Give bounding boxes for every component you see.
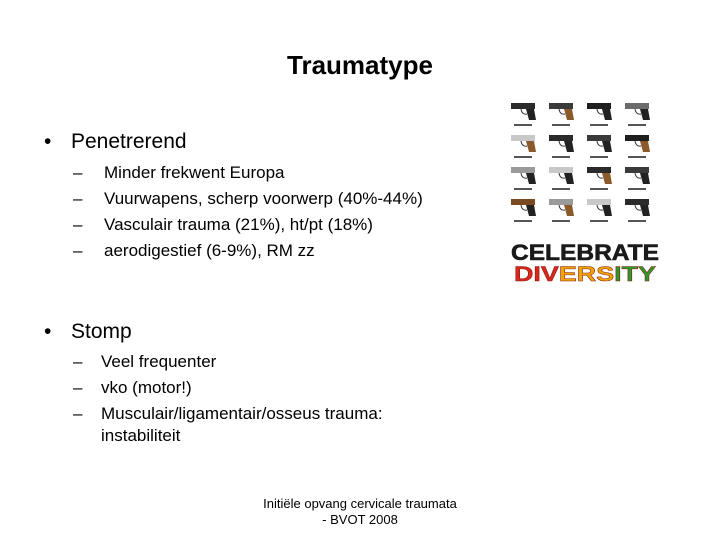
handgun-icon bbox=[625, 167, 650, 190]
sub-item-text: Veel frequenter bbox=[101, 352, 217, 371]
celebrate-diversity-guns-image bbox=[505, 97, 665, 287]
handgun-icon bbox=[587, 135, 612, 158]
handgun-icon bbox=[625, 135, 650, 158]
handgun-icon bbox=[511, 167, 536, 190]
handgun-grid bbox=[511, 103, 650, 222]
bullet-dot: • bbox=[44, 320, 52, 343]
dash: – bbox=[73, 189, 83, 208]
dash: – bbox=[73, 215, 83, 234]
sub-item-text: Minder frekwent Europa bbox=[104, 163, 285, 182]
bullet-heading: Stomp bbox=[71, 320, 132, 343]
handgun-icon bbox=[587, 167, 612, 190]
sub-item-text: instabiliteit bbox=[101, 426, 181, 445]
handgun-icon bbox=[549, 135, 574, 158]
slide-footer bbox=[232, 496, 488, 528]
handgun-icon bbox=[511, 199, 536, 222]
handgun-icon bbox=[511, 135, 536, 158]
handgun-icon bbox=[549, 103, 574, 126]
dash: – bbox=[73, 241, 83, 260]
dash: – bbox=[73, 352, 83, 371]
handgun-icon bbox=[549, 167, 574, 190]
dash: – bbox=[73, 378, 83, 397]
sub-item-text: Vasculair trauma (21%), ht/pt (18%) bbox=[104, 215, 373, 234]
handgun-icon bbox=[549, 199, 574, 222]
handgun-icon bbox=[625, 103, 650, 126]
handgun-icon bbox=[625, 199, 650, 222]
handgun-icon bbox=[587, 199, 612, 222]
dash: – bbox=[73, 163, 83, 182]
slide-title: Traumatype bbox=[287, 50, 433, 80]
celebrate-word: CELEBRATE bbox=[511, 240, 659, 265]
bullet-heading: Penetrerend bbox=[71, 130, 187, 153]
handgun-icon bbox=[587, 103, 612, 126]
dash: – bbox=[73, 404, 83, 423]
sub-item-text: aerodigestief (6-9%), RM zz bbox=[104, 241, 315, 260]
diversity-word: D IV E R S IT Y bbox=[514, 263, 653, 286]
bullet-dot: • bbox=[44, 130, 52, 153]
sub-item-text: vko (motor!) bbox=[101, 378, 192, 397]
footer-line: Initiële opvang cervicale traumata bbox=[263, 496, 457, 511]
sub-item-text: Musculair/ligamentair/osseus trauma: bbox=[101, 404, 383, 423]
sub-item-text: Vuurwapens, scherp voorwerp (40%-44%) bbox=[104, 189, 423, 208]
footer-line: - BVOT 2008 bbox=[322, 512, 398, 527]
handgun-icon bbox=[511, 103, 536, 126]
